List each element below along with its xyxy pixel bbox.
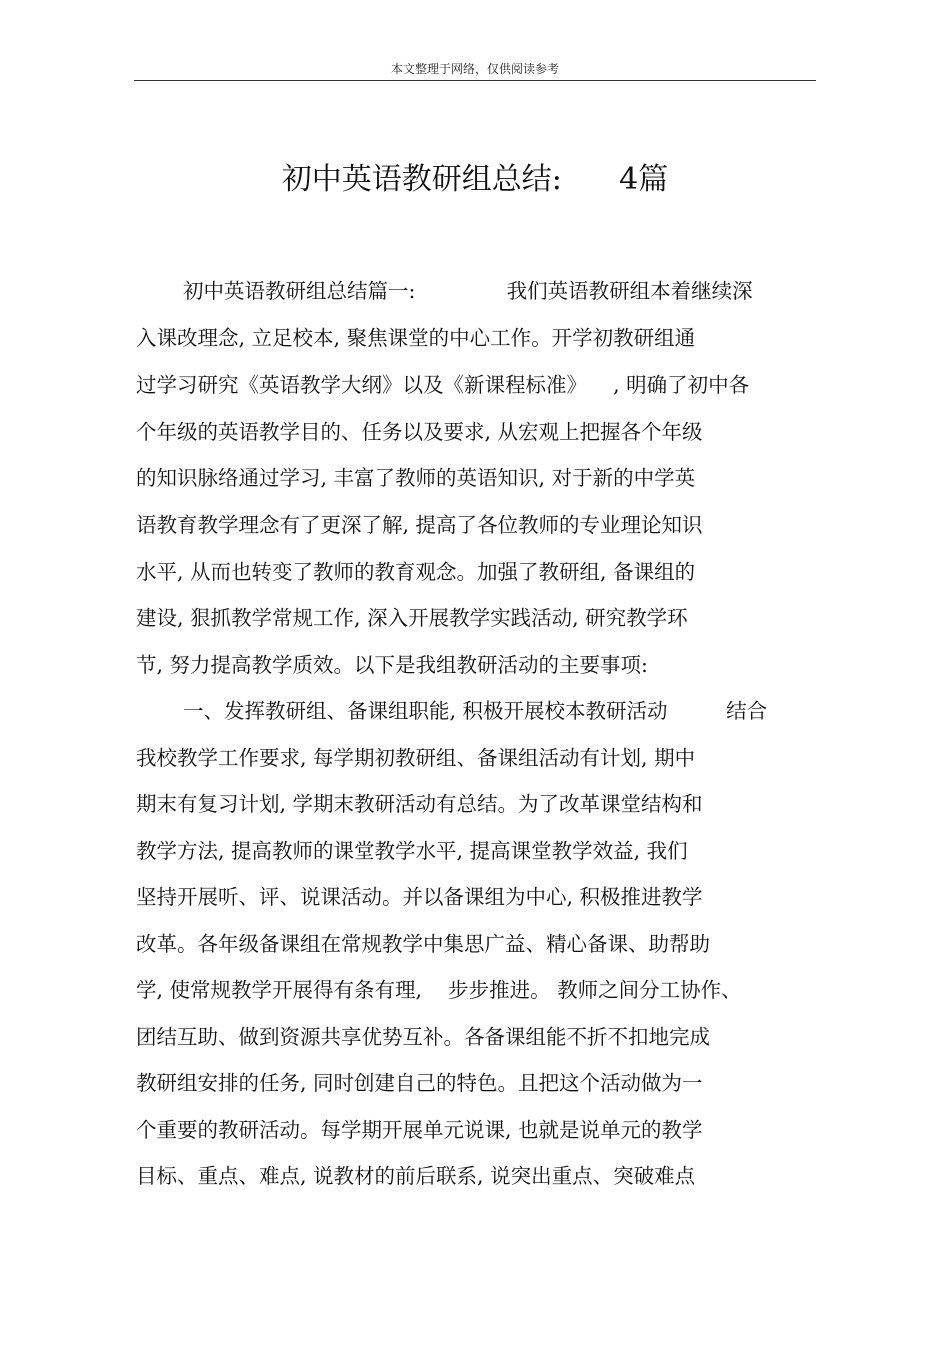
paragraph-line: 教学方法, 提高教师的课堂教学水平, 提高课堂教学效益, 我们: [136, 839, 688, 863]
header-note: 本文整理于网络，仅供阅读参考: [390, 62, 559, 76]
paragraph-line: 个重要的教研活动。每学期开展单元说课, 也就是说单元的教学: [136, 1118, 703, 1142]
paragraph-line: 改革。各年级备课组在常规教学中集思广益、精心备课、助帮助: [136, 932, 710, 956]
paragraph-line: 教研组安排的任务, 同时创建自己的特色。且把这个活动做为一: [136, 1071, 703, 1095]
paragraph-line: 水平, 从而也转变了教师的教育观念。加强了教研组, 备课组的: [136, 560, 696, 584]
paragraph-line: 的知识脉络通过学习, 丰富了教师的英语知识, 对于新的中学英: [136, 466, 696, 490]
paragraph-line: 期末有复习计划, 学期末教研活动有总结。为了改革课堂结构和: [136, 792, 703, 816]
paragraph-line: 坚持开展听、评、说课活动。并以备课组为中心, 积极推进教学: [136, 885, 703, 909]
paragraph-line: 过学习研究《英语教学大纲》以及《新课程标准》 , 明确了初中各: [136, 373, 750, 397]
paragraph-line: 入课改理念, 立足校本, 聚焦课堂的中心工作。开学初教研组通: [136, 326, 696, 350]
section-heading-line: 一、发挥教研组、备课组职能, 积极开展校本教研活动 结合: [183, 699, 768, 723]
paragraph-line: 语教育教学理念有了更深了解, 提高了各位教师的专业理论知识: [136, 513, 703, 537]
header-divider: [134, 80, 816, 81]
paragraph-line: 节, 努力提高教学质效。以下是我组教研活动的主要事项:: [136, 653, 648, 677]
document-title: 初中英语教研组总结: 4篇: [281, 162, 669, 197]
paragraph-line: 我校教学工作要求, 每学期初教研组、备课组活动有计划, 期中: [136, 746, 696, 770]
paragraph-line: 团结互助、做到资源共享优势互补。各备课组能不折不扣地完成: [136, 1025, 710, 1049]
paragraph-line: 个年级的英语教学目的、任务以及要求, 从宏观上把握各个年级: [136, 420, 703, 444]
paragraph-line: 建设, 狠抓教学常规工作, 深入开展教学实践活动, 研究教学环: [136, 606, 688, 630]
paragraph-line: 初中英语教研组总结篇一: 我们英语教研组本着继续深: [183, 279, 753, 303]
paragraph-line: 目标、重点、难点, 说教材的前后联系, 说突出重点、突破难点: [136, 1164, 696, 1188]
paragraph-line: 学, 使常规教学开展得有条有理, 步步推进。 教师之间分工协作、: [136, 978, 742, 1002]
